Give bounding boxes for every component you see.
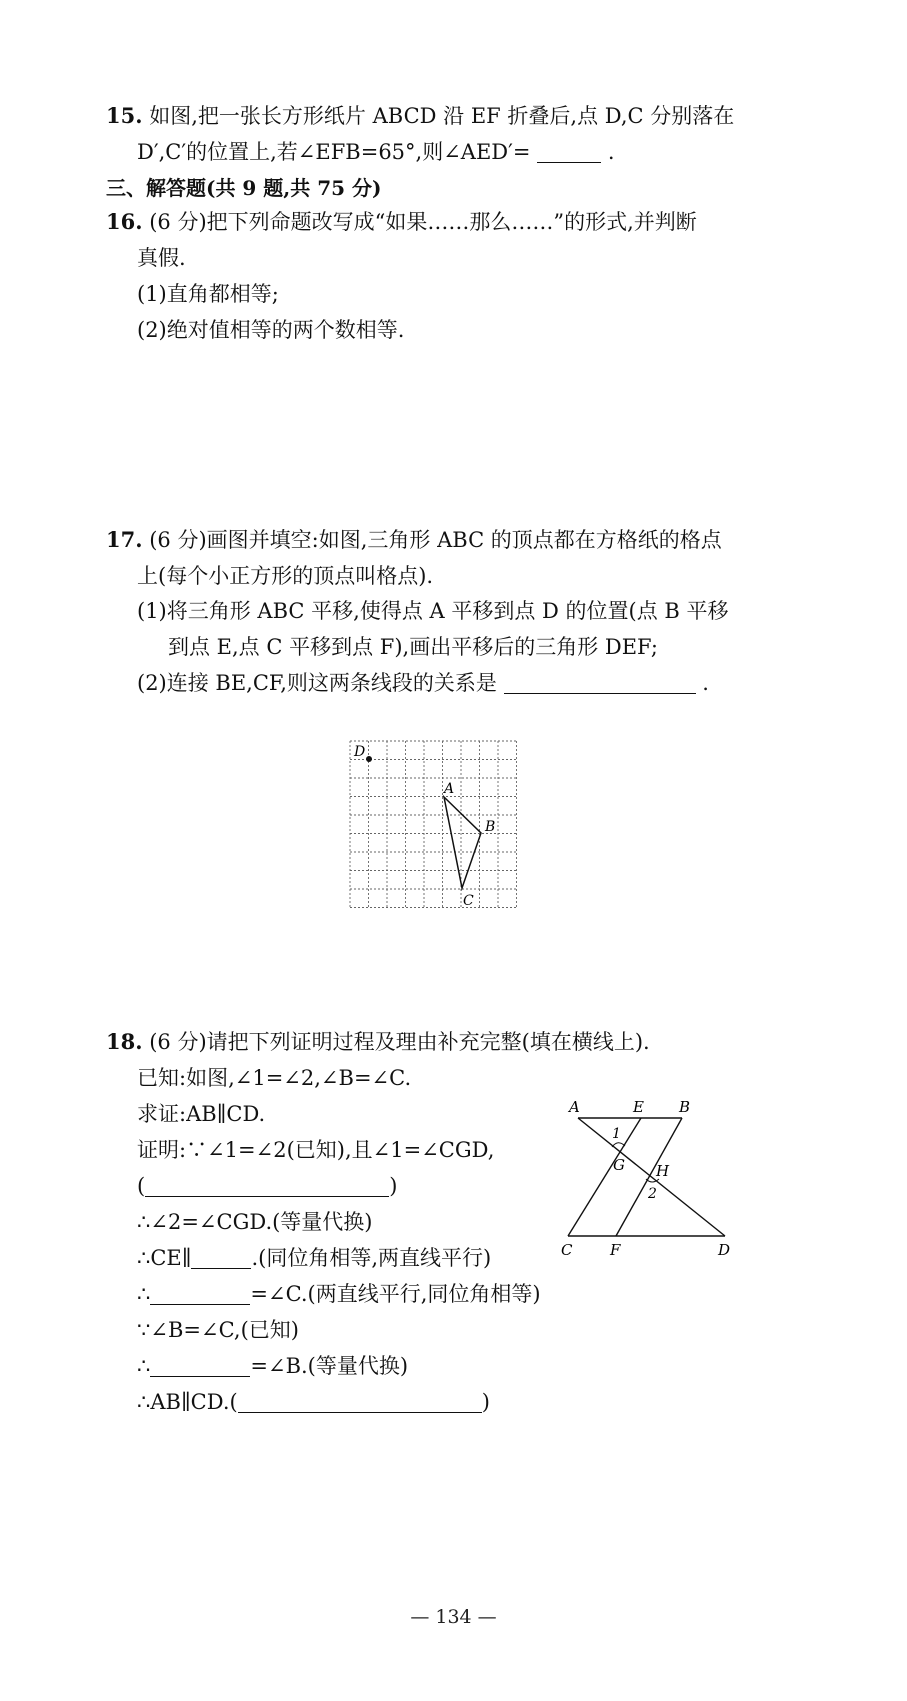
label-a: A (569, 1098, 580, 1116)
q17-text-1: (6 分)画图并填空:如图,三角形 ABC 的顶点都在方格纸的格点 (149, 528, 722, 552)
q18-step-6a: ∴ (137, 1354, 151, 1378)
q18-step-3b: .(同位角相等,两直线平行) (251, 1246, 492, 1270)
q16-line1 (106, 208, 697, 236)
q17-grid-figure (340, 735, 530, 915)
label-c: C (561, 1241, 573, 1259)
label-d: D (718, 1241, 731, 1259)
triangle-abc (444, 797, 481, 888)
section-heading: 三、解答题(共 9 题,共 75 分) (106, 176, 382, 200)
q18-prove: 求证:AB∥CD. (137, 1102, 266, 1126)
q17-part1a: (1)将三角形 ABC 平移,使得点 A 平移到点 D 的位置(点 B 平移 (137, 599, 729, 623)
line-ad (578, 1118, 725, 1236)
q16-text-1: (6 分)把下列命题改写成“如果……那么……”的形式,并判断 (149, 210, 697, 234)
label-c: C (463, 893, 474, 909)
label-f: F (610, 1241, 621, 1259)
q16-line2: 真假. (137, 246, 186, 270)
q18-step-7-blank[interactable] (238, 1390, 482, 1413)
q18-number: 18. (106, 1029, 143, 1054)
q18-step-3-blank[interactable] (191, 1246, 251, 1269)
q15-answer-blank[interactable] (537, 140, 601, 163)
q18-step-4 (137, 1280, 541, 1308)
q18-text-1: (6 分)请把下列证明过程及理由补充完整(填在横线上). (149, 1030, 650, 1054)
q18-step-4a: ∴ (137, 1282, 151, 1306)
label-h: H (656, 1162, 670, 1180)
q17-answer-blank[interactable] (504, 671, 696, 694)
q18-step-3 (137, 1244, 491, 1272)
q17-line2: 上(每个小正方形的顶点叫格点). (137, 564, 434, 588)
q15-number: 15. (106, 103, 143, 128)
q17-part2-text: (2)连接 BE,CF,则这两条线段的关系是 (137, 671, 497, 695)
label-g: G (613, 1156, 625, 1174)
q15-line2 (137, 138, 615, 166)
q18-step-4b: =∠C.(两直线平行,同位角相等) (250, 1282, 541, 1306)
label-a: A (444, 781, 455, 797)
q18-step-6-blank[interactable] (150, 1354, 250, 1377)
line-bf (616, 1118, 682, 1236)
q18-step-4-blank[interactable] (150, 1282, 250, 1305)
point-d (366, 756, 372, 762)
q15-end: . (607, 140, 615, 164)
label-b: B (679, 1098, 691, 1116)
q18-step-7 (137, 1388, 490, 1416)
paren-open: ( (137, 1174, 146, 1198)
q18-reason-1-blank[interactable] (145, 1174, 389, 1197)
q17-part1b: 到点 E,点 C 平移到点 F),画出平移后的三角形 DEF; (168, 635, 658, 659)
q16-number: 16. (106, 209, 143, 234)
q15-line1 (106, 102, 734, 130)
q15-text-2: D′,C′的位置上,若∠EFB=65°,则∠AED′= (137, 140, 531, 164)
q17-line1 (106, 526, 722, 554)
label-angle-2: 2 (648, 1186, 657, 1202)
q18-figure (555, 1095, 750, 1265)
q16-part2: (2)绝对值相等的两个数相等. (137, 318, 405, 342)
q18-step-6 (137, 1352, 408, 1380)
q18-given: 已知:如图,∠1=∠2,∠B=∠C. (137, 1066, 412, 1090)
q17-part2 (137, 669, 709, 697)
label-e: E (633, 1098, 644, 1116)
q18-step-2: ∴∠2=∠CGD.(等量代换) (137, 1210, 373, 1234)
q18-reason-1 (137, 1172, 397, 1200)
label-d: D (354, 744, 366, 760)
q18-step-7a: ∴AB∥CD.( (137, 1390, 238, 1414)
page-number: — 134 — (410, 1606, 497, 1628)
q18-step-6b: =∠B.(等量代换) (250, 1354, 409, 1378)
q16-part1: (1)直角都相等; (137, 282, 279, 306)
q18-step-3a: ∴CE∥ (137, 1246, 192, 1270)
label-angle-1: 1 (612, 1126, 621, 1142)
q18-line1 (106, 1028, 650, 1056)
line-ec (568, 1118, 641, 1236)
label-b: B (485, 819, 496, 835)
q17-number: 17. (106, 527, 143, 552)
q18-proof-1: 证明:∵∠1=∠2(已知),且∠1=∠CGD, (137, 1138, 495, 1162)
q15-text-1: 如图,把一张长方形纸片 ABCD 沿 EF 折叠后,点 D,C 分别落在 (149, 104, 735, 128)
q17-end: . (702, 671, 709, 695)
q18-step-7b: ) (481, 1390, 490, 1414)
paren-close: ) (389, 1174, 398, 1198)
q18-step-5: ∵∠B=∠C,(已知) (137, 1318, 299, 1342)
